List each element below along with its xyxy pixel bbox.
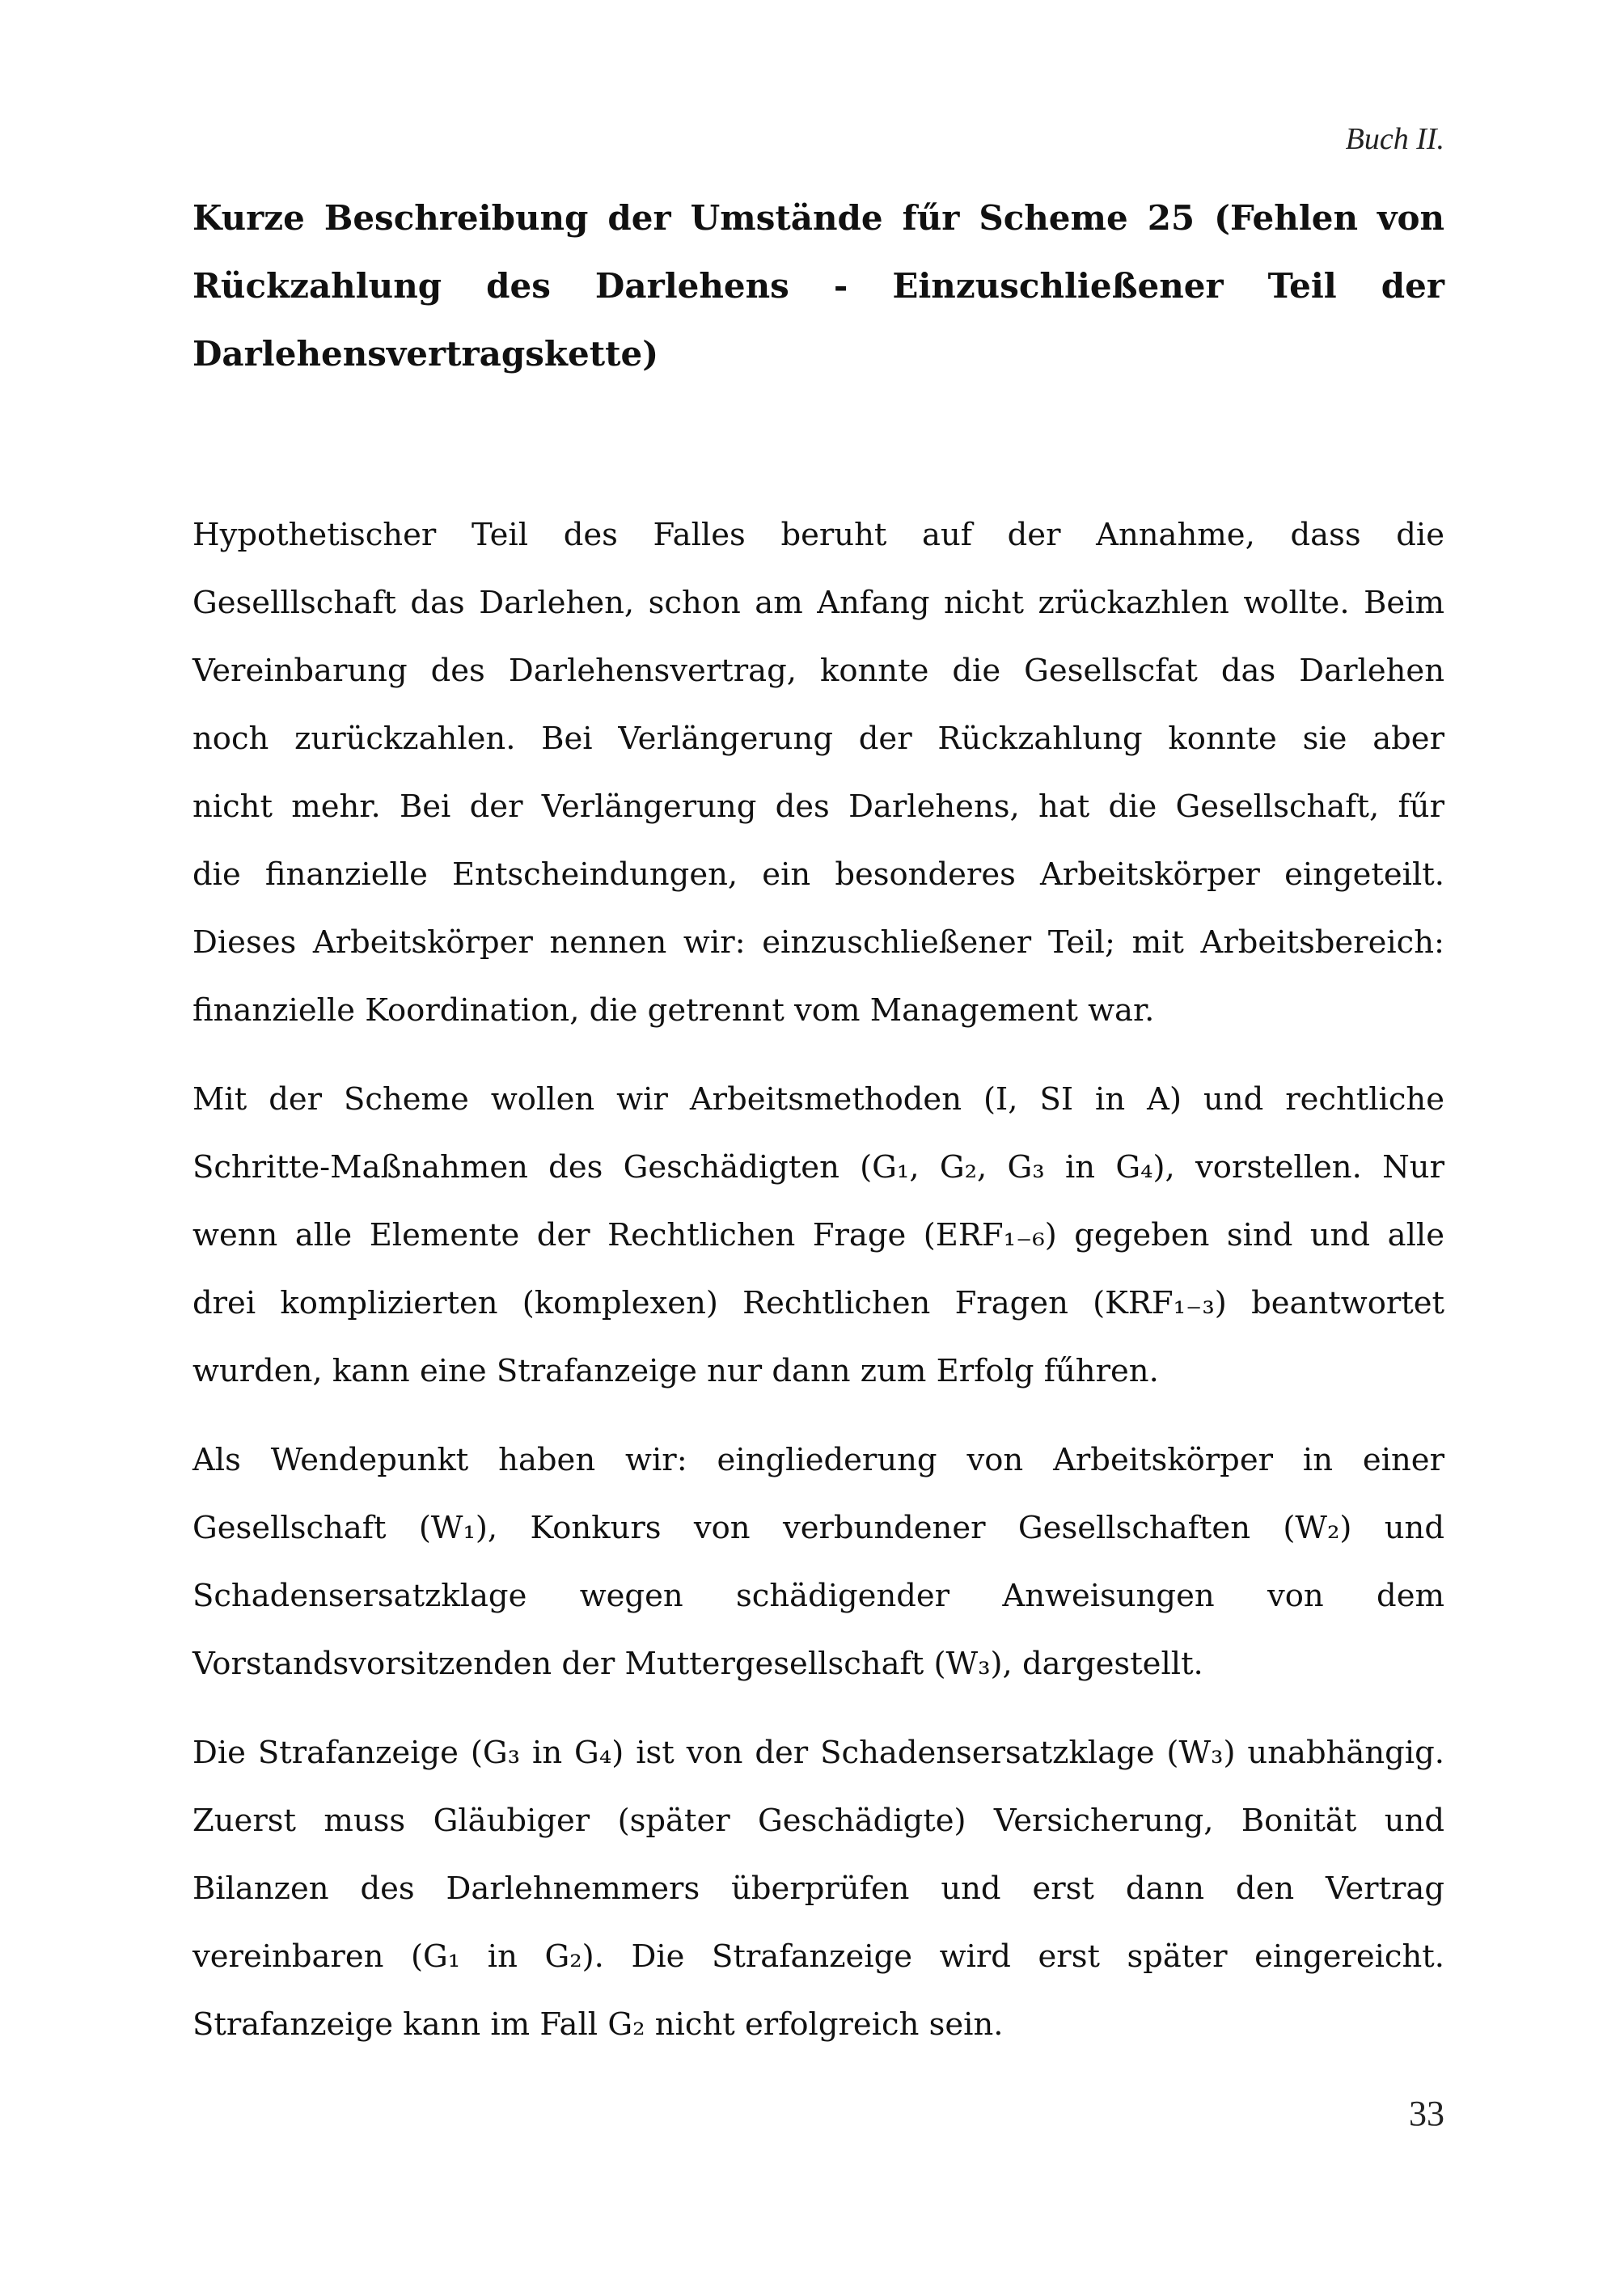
text-line: Zuerst muss Gläubiger (später Geschädigte) Versicherung, Bonität und [192, 1803, 1444, 1839]
paragraph-methods [192, 1066, 1444, 1405]
text-line: Geselllschaft das Darlehen, schon am Anfang nicht zrückazhlen wollte. Beim [192, 585, 1444, 621]
body-text [192, 501, 1444, 2080]
text-line: Als Wendepunkt haben wir: eingliederung von Arbeitskörper in einer [192, 1442, 1444, 1478]
running-header: Buch II. [1345, 122, 1444, 156]
text-line: noch zurückzahlen. Bei Verlängerung der Rückzahlung konnte sie aber [192, 721, 1444, 757]
paragraph-turning-points [192, 1427, 1444, 1698]
text-line: die finanzielle Entscheindungen, ein besonderes Arbeitskörper eingeteilt. [192, 856, 1444, 893]
text-line: wurden, kann eine Strafanzeige nur dann zum Erfolg fűhren. [192, 1353, 1159, 1389]
title-line: Kurze Beschreibung der Umstände fűr Scheme 25 (Fehlen von [192, 198, 1444, 238]
text-line: Gesellschaft (W₁), Konkurs von verbundener Gesellschaften (W₂) und [192, 1510, 1444, 1546]
text-line: Vereinbarung des Darlehensvertrag, konnte die Gesellscfat das Darlehen [192, 653, 1444, 689]
text-line: Strafanzeige kann im Fall G₂ nicht erfolgreich sein. [192, 2006, 1004, 2043]
text-line: Bilanzen des Darlehnemmers überprüfen und erst dann den Vertrag [192, 1870, 1444, 1907]
text-line: Vorstandsvorsitzenden der Muttergesellschaft (W₃), dargestellt. [192, 1646, 1203, 1682]
paragraph-criminal-complaint [192, 1719, 1444, 2059]
title-line: Rückzahlung des Darlehens - Einzuschließener Teil der [192, 266, 1444, 306]
text-line: Die Strafanzeige (G₃ in G₄) ist von der Schadensersatzklage (W₃) unabhängig. [192, 1735, 1444, 1771]
paragraph-hypothesis [192, 501, 1444, 1045]
text-line: drei komplizierten (komplexen) Rechtlichen Fragen (KRF₁₋₃) beantwortet [192, 1285, 1444, 1321]
text-line: Mit der Scheme wollen wir Arbeitsmethoden (I, SI in A) und rechtliche [192, 1081, 1444, 1118]
text-line: vereinbaren (G₁ in G₂). Die Strafanzeige wird erst später eingereicht. [192, 1938, 1444, 1975]
text-line: Schritte-Maßnahmen des Geschädigten (G₁, G₂, G₃ in G₄), vorstellen. Nur [192, 1149, 1444, 1186]
text-line: Hypothetischer Teil des Falles beruht auf der Annahme, dass die [192, 517, 1444, 553]
text-line: nicht mehr. Bei der Verlängerung des Darlehens, hat die Gesellschaft, fűr [192, 788, 1444, 825]
title-line: Darlehensvertragskette) [192, 334, 659, 374]
text-line: wenn alle Elemente der Rechtlichen Frage (ERF₁₋₆) gegeben sind und alle [192, 1217, 1444, 1253]
text-line: Schadensersatzklage wegen schädigender Anweisungen von dem [192, 1578, 1444, 1614]
text-line: finanzielle Koordination, die getrennt vom Management war. [192, 992, 1155, 1029]
text-line: Dieses Arbeitskörper nennen wir: einzuschließener Teil; mit Arbeitsbereich: [192, 924, 1444, 961]
section-title [192, 184, 1444, 388]
page-number: 33 [1409, 2094, 1444, 2133]
